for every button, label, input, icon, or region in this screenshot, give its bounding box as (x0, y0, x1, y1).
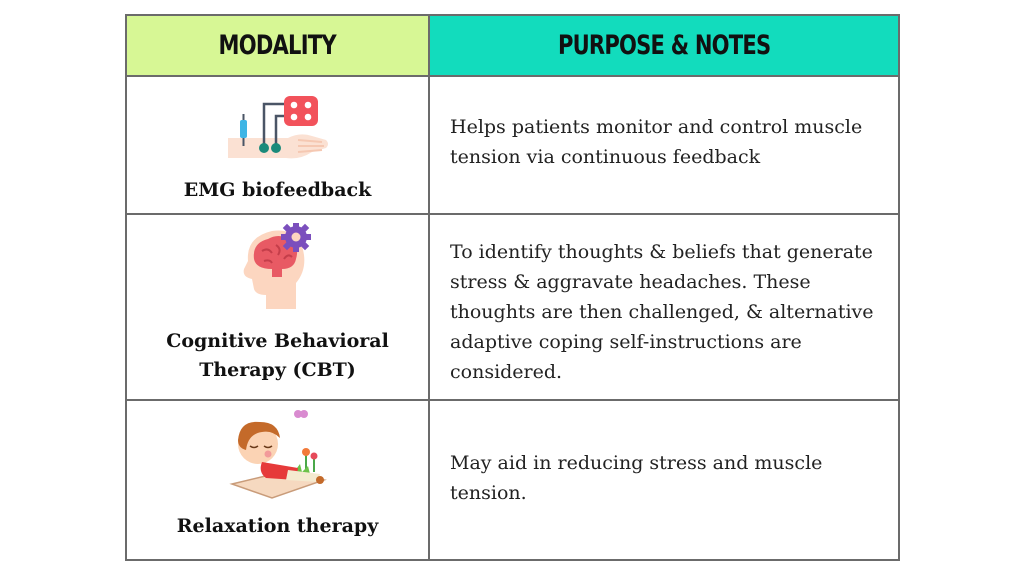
modality-label: EMG biofeedback (183, 179, 372, 201)
header-purpose (430, 16, 898, 77)
table-row-purpose (430, 77, 898, 215)
brain-gear-icon (238, 223, 318, 313)
purpose-text: To identify thoughts & beliefs that generate stress & aggravate headaches. These thoughts are then challenged, & alternative adaptive coping self-instructions are considered. (450, 241, 874, 383)
relaxing-child-icon (228, 406, 328, 502)
modality-table (125, 14, 900, 561)
emg-biofeedback-icon (226, 94, 330, 170)
purpose-text: Helps patients monitor and control muscle tension via continuous feedback (450, 116, 863, 168)
table-row-purpose (430, 401, 898, 559)
header-modality (127, 16, 430, 77)
header-purpose-label: PURPOSE & NOTES (557, 30, 771, 61)
header-modality-label: MODALITY (218, 30, 337, 61)
purpose-text: May aid in reducing stress and muscle tension. (450, 452, 823, 504)
modality-label: Relaxation therapy (176, 515, 379, 537)
table-row-purpose (430, 215, 898, 401)
modality-label: Cognitive Behavioral Therapy (CBT) (166, 330, 389, 381)
table-row-modality (127, 215, 430, 401)
table-row-modality (127, 401, 430, 559)
table-row-modality (127, 77, 430, 215)
